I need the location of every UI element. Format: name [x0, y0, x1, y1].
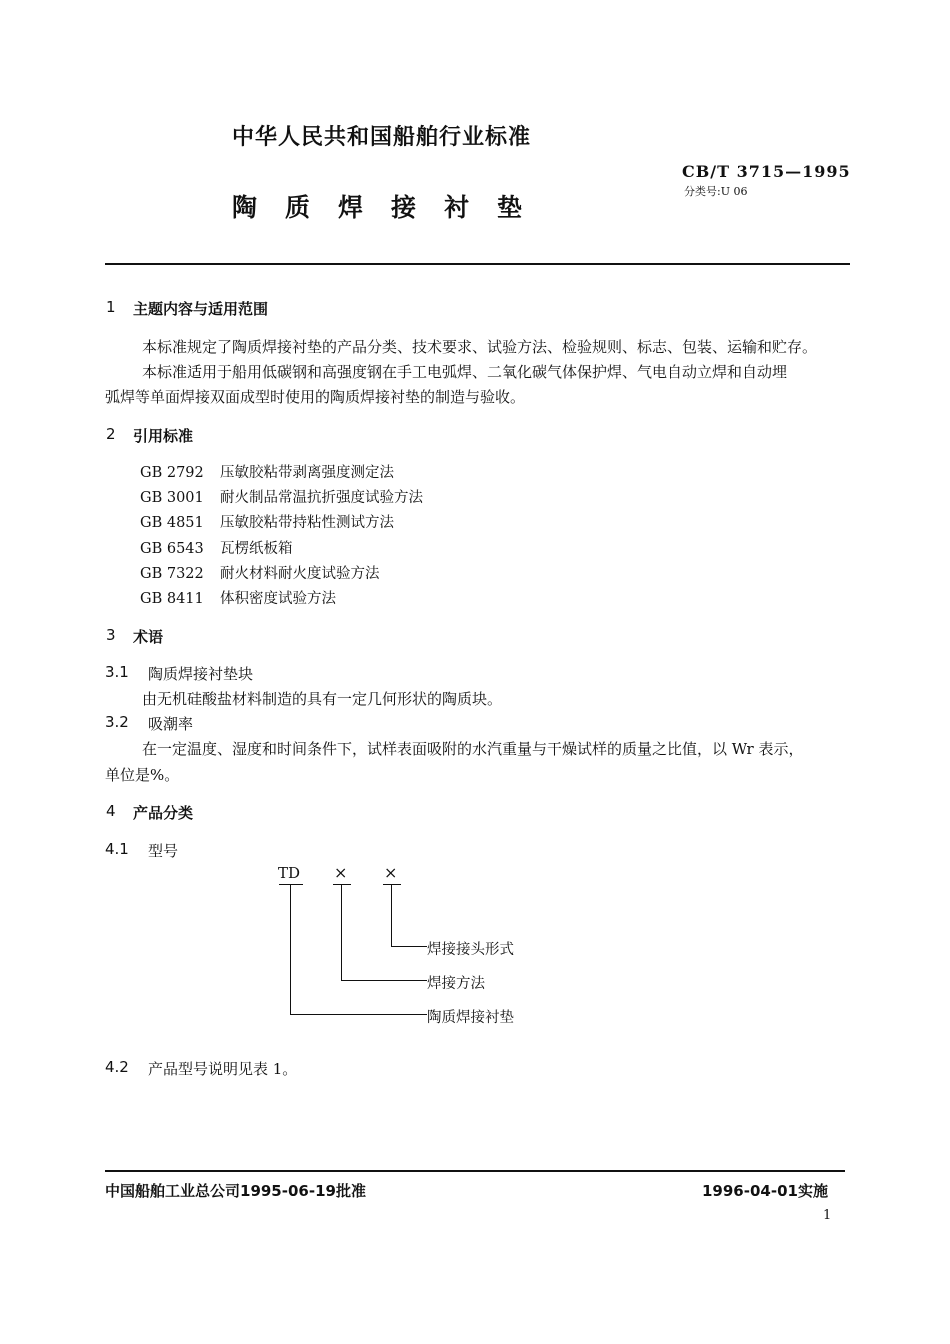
reference-name: 压敏胶粘带剥离强度测定法 [220, 465, 394, 481]
joint-form-leader-vertical [391, 884, 392, 947]
subsection-4-2-text: 产品型号说明见表 1。 [148, 1060, 298, 1078]
placeholder-1-underline [333, 884, 351, 885]
subsection-4-2-number: 4.2 [105, 1058, 129, 1076]
reference-row [140, 587, 336, 608]
approval-note: 中国船舶工业总公司1995-06-19批准 [105, 1182, 366, 1200]
product-leader-vertical [290, 884, 291, 1015]
reference-row [140, 461, 394, 482]
term-2-definition-line-1: 在一定温度、湿度和时间条件下，试样表面吸附的水汽重量与干燥试样的质量之比值，以 Wr 表示， [142, 740, 804, 758]
product-leader-horizontal [290, 1014, 427, 1015]
document-title: 陶质焊接衬垫 [232, 193, 551, 222]
joint-form-leader-horizontal [391, 946, 427, 947]
reference-code: GB 6543 [140, 541, 204, 557]
method-leader-vertical [341, 884, 342, 981]
reference-code: GB 2792 [140, 465, 204, 481]
section-2-title: 引用标准 [133, 427, 194, 445]
model-placeholder-2: × [384, 863, 398, 882]
section-1-title: 主题内容与适用范围 [133, 300, 269, 318]
model-code-prefix: TD [278, 864, 301, 882]
section-4-title: 产品分类 [133, 804, 194, 822]
term-2-number: 3.2 [105, 713, 129, 731]
reference-code: GB 3001 [140, 490, 204, 506]
section-1-paragraph-2-line-2: 弧焊等单面焊接双面成型时使用的陶质焊接衬垫的制造与验收。 [105, 388, 526, 406]
method-leader-horizontal [341, 980, 427, 981]
term-1-definition: 由无机硅酸盐材料制造的具有一定几何形状的陶质块。 [142, 690, 503, 708]
effective-date: 1996-04-01实施 [702, 1182, 828, 1200]
term-2-definition-line-2: 单位是%。 [105, 766, 180, 784]
reference-row [140, 562, 380, 583]
reference-row [140, 486, 423, 507]
reference-name: 耐火制品常温抗折强度试验方法 [220, 490, 423, 506]
prefix-underline [279, 884, 303, 885]
term-1-number: 3.1 [105, 663, 129, 681]
section-3-number: 3 [106, 626, 116, 644]
header-rule [105, 263, 850, 265]
term-2-title: 吸潮率 [148, 715, 194, 733]
section-1-number: 1 [106, 298, 116, 316]
classification-code: 分类号:U 06 [684, 185, 748, 198]
section-4-number: 4 [106, 802, 116, 820]
reference-code: GB 7322 [140, 566, 204, 582]
label-product: 陶质焊接衬垫 [427, 1010, 514, 1026]
reference-code: GB 4851 [140, 515, 204, 531]
section-1-paragraph-2-line-1: 本标准适用于船用低碳钢和高强度钢在手工电弧焊、二氧化碳气体保护焊、气电自动立焊和自动埋 [142, 363, 788, 381]
page-number: 1 [823, 1208, 832, 1223]
reference-code: GB 8411 [140, 591, 204, 607]
section-1-paragraph-1: 本标准规定了陶质焊接衬垫的产品分类、技术要求、试验方法、检验规则、标志、包装、运输和贮存。 [142, 338, 818, 356]
term-1-title: 陶质焊接衬垫块 [148, 665, 254, 683]
industry-standard-heading: 中华人民共和国船舶行业标准 [232, 125, 532, 150]
reference-name: 体积密度试验方法 [220, 591, 336, 607]
label-welding-method: 焊接方法 [427, 976, 485, 992]
subsection-4-1-number: 4.1 [105, 840, 129, 858]
reference-name: 瓦楞纸板箱 [220, 541, 293, 557]
reference-row [140, 511, 394, 532]
reference-row [140, 537, 293, 558]
footer-rule [105, 1170, 845, 1172]
label-joint-form: 焊接接头形式 [427, 942, 514, 958]
reference-name: 压敏胶粘带持粘性测试方法 [220, 515, 394, 531]
placeholder-2-underline [383, 884, 401, 885]
section-2-number: 2 [106, 425, 116, 443]
standard-code: CB/T 3715—1995 [682, 162, 851, 181]
section-3-title: 术语 [133, 628, 164, 646]
subsection-4-1-title: 型号 [148, 842, 179, 860]
reference-name: 耐火材料耐火度试验方法 [220, 566, 380, 582]
model-placeholder-1: × [334, 863, 348, 882]
